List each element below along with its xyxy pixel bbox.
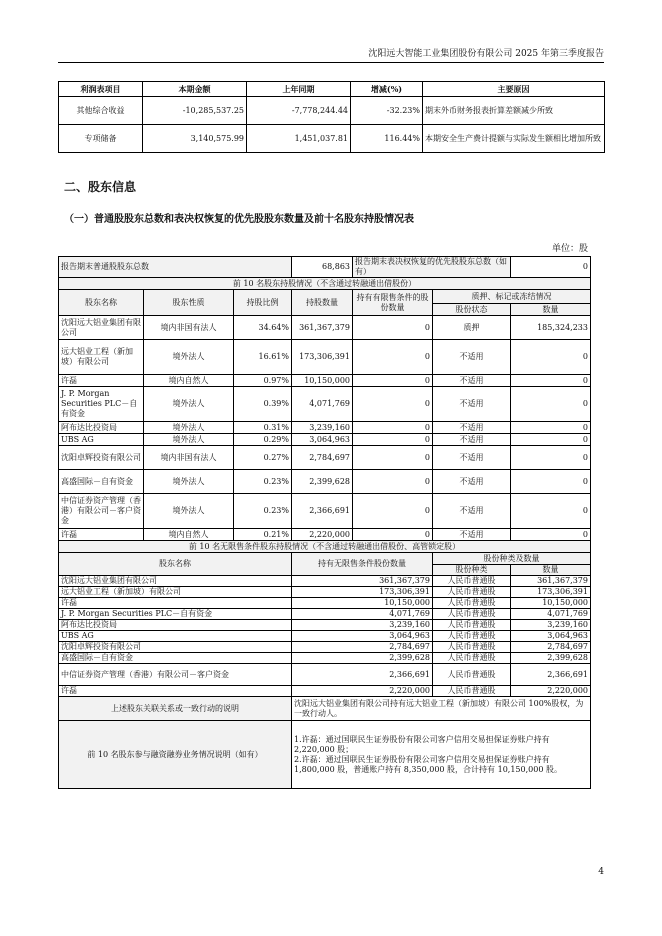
pledge-count: 0 <box>511 375 591 387</box>
shareholder-name: 高盛国际－自有资金 <box>59 470 144 494</box>
income-current: -10,285,537.25 <box>143 97 247 125</box>
shareholding-ratio: 0.23% <box>234 494 292 529</box>
unrestricted-qty: 10,150,000 <box>292 598 433 609</box>
share-count: 3,064,963 <box>511 631 591 642</box>
col-header-status: 股份状态 <box>433 304 511 316</box>
pledge-count: 0 <box>511 494 591 529</box>
income-item: 专项储备 <box>59 125 143 153</box>
share-kind: 人民币普通股 <box>433 576 511 587</box>
shareholding-ratio: 0.97% <box>234 375 292 387</box>
unrestricted-qty: 2,366,691 <box>292 664 433 686</box>
share-count: 173,306,391 <box>511 587 591 598</box>
shareholder-name: 许磊 <box>59 529 144 541</box>
shareholder-name: 阿布达比投资局 <box>59 422 144 434</box>
section-title: 二、股东信息 <box>64 180 137 194</box>
section-subtitle: （一）普通股股东总数和表决权恢复的优先股股东数量及前十名股东持股情况表 <box>64 214 414 225</box>
unrestricted-row <box>59 631 591 642</box>
unrestricted-title: 前 10 名无限售条件股东持股情况（不含通过转融通出借股份、高管锁定股） <box>59 541 591 553</box>
share-count: 10,150,000 <box>511 598 591 609</box>
relation-note-row <box>59 697 591 721</box>
income-reason: 本期安全生产费计提额与实际发生额相比增加所致 <box>423 125 605 153</box>
shareholder-row <box>59 529 591 541</box>
unrestricted-name: 沈阳卓辉投资有限公司 <box>59 642 292 653</box>
unrestricted-name: 远大铝业工程（新加坡）有限公司 <box>59 587 292 598</box>
pledge-status: 不适用 <box>433 529 511 541</box>
pledge-count: 0 <box>511 470 591 494</box>
preferred-holders-label: 报告期末表决权恢复的优先股股东总数（如有） <box>353 257 511 278</box>
col-header-name: 股东名称 <box>59 290 144 316</box>
shareholder-name: 中信证券资产管理（香港）有限公司－客户资金 <box>59 494 144 529</box>
shareholder-name: J. P. Morgan Securities PLC－自有资金 <box>59 387 144 422</box>
unrestricted-header-row <box>59 553 591 565</box>
share-count: 361,367,379 <box>511 576 591 587</box>
unrestricted-row <box>59 598 591 609</box>
share-count: 3,239,160 <box>511 620 591 631</box>
pledge-status: 质押 <box>433 316 511 340</box>
shareholder-name: 沈阳卓辉投资有限公司 <box>59 446 144 470</box>
restricted-qty: 0 <box>353 422 433 434</box>
total-holders-label: 报告期末普通股股东总数 <box>59 257 292 278</box>
restricted-qty: 0 <box>353 529 433 541</box>
shareholder-nature: 境内自然人 <box>144 375 234 387</box>
shareholder-nature: 境外法人 <box>144 434 234 446</box>
share-count: 4,071,769 <box>511 609 591 620</box>
restricted-qty: 0 <box>353 434 433 446</box>
shareholder-row <box>59 375 591 387</box>
shareholding-qty: 2,220,000 <box>292 529 353 541</box>
shareholder-nature: 境外法人 <box>144 494 234 529</box>
pledge-count: 0 <box>511 446 591 470</box>
col-header-restricted: 持有有限售条件的股份数量 <box>353 290 433 316</box>
restricted-qty: 0 <box>353 340 433 375</box>
col-header-nature: 股东性质 <box>144 290 234 316</box>
income-header: 增减(%) <box>351 82 423 97</box>
unrestricted-qty: 2,784,697 <box>292 642 433 653</box>
share-count: 2,366,691 <box>511 664 591 686</box>
pledge-status: 不适用 <box>433 340 511 375</box>
income-header: 上年同期 <box>247 82 351 97</box>
income-reason: 期末外币财务报表折算差额减少所致 <box>423 97 605 125</box>
unrestricted-row <box>59 609 591 620</box>
pledge-status: 不适用 <box>433 422 511 434</box>
share-count: 2,220,000 <box>511 686 591 697</box>
shareholder-row <box>59 434 591 446</box>
shareholder-row <box>59 446 591 470</box>
page-number: 4 <box>598 867 604 877</box>
unrestricted-title-row <box>59 541 591 553</box>
col-header-name: 股东名称 <box>59 553 292 576</box>
preferred-holders-value: 0 <box>511 257 591 278</box>
report-header-title: 沈阳远大智能工业集团股份有限公司 2025 年第三季度报告 <box>368 49 604 59</box>
shareholding-qty: 3,239,160 <box>292 422 353 434</box>
table-row <box>59 97 605 125</box>
shareholding-qty: 10,150,000 <box>292 375 353 387</box>
shareholder-nature: 境外法人 <box>144 340 234 375</box>
unrestricted-row <box>59 587 591 598</box>
unrestricted-qty: 2,220,000 <box>292 686 433 697</box>
summary-row <box>59 257 591 278</box>
share-kind: 人民币普通股 <box>433 653 511 664</box>
shareholder-name: 远大铝业工程（新加坡）有限公司 <box>59 340 144 375</box>
unrestricted-qty: 173,306,391 <box>292 587 433 598</box>
share-kind: 人民币普通股 <box>433 664 511 686</box>
unrestricted-row <box>59 642 591 653</box>
col-header-count: 数量 <box>511 565 591 576</box>
pledge-count: 0 <box>511 422 591 434</box>
restricted-qty: 0 <box>353 470 433 494</box>
col-header-kind: 股份种类 <box>433 565 511 576</box>
income-change: 116.44% <box>351 125 423 153</box>
share-kind: 人民币普通股 <box>433 620 511 631</box>
relation-note-label: 上述股东关联关系或一致行动的说明 <box>59 697 292 721</box>
col-header-pledge: 质押、标记或冻结情况 <box>433 290 591 304</box>
shareholding-ratio: 16.61% <box>234 340 292 375</box>
pledge-status: 不适用 <box>433 494 511 529</box>
table-row <box>59 125 605 153</box>
pledge-count: 185,324,233 <box>511 316 591 340</box>
unrestricted-name: 阿布达比投资局 <box>59 620 292 631</box>
shareholder-nature: 境外法人 <box>144 470 234 494</box>
pledge-status: 不适用 <box>433 434 511 446</box>
shareholder-name: 沈阳远大铝业集团有限公司 <box>59 316 144 340</box>
top10-title: 前 10 名股东持股情况（不含通过转融通出借股份） <box>59 278 591 290</box>
unrestricted-qty: 361,367,379 <box>292 576 433 587</box>
unrestricted-qty: 3,064,963 <box>292 631 433 642</box>
unrestricted-row <box>59 620 591 631</box>
margin-note-item: 1.许磊：通过国联民生证券股份有限公司客户信用交易担保证券账户持有 2,220,000 股； <box>294 734 550 754</box>
shareholder-row <box>59 340 591 375</box>
share-count: 2,399,628 <box>511 653 591 664</box>
shareholder-nature: 境外法人 <box>144 422 234 434</box>
restricted-qty: 0 <box>353 316 433 340</box>
shareholding-qty: 361,367,379 <box>292 316 353 340</box>
restricted-qty: 0 <box>353 387 433 422</box>
margin-note-label: 前 10 名股东参与融资融券业务情况说明（如有） <box>59 721 292 789</box>
unrestricted-qty: 4,071,769 <box>292 609 433 620</box>
shareholder-row <box>59 470 591 494</box>
header-divider <box>58 62 604 63</box>
margin-note-item: 2.许磊：通过国联民生证券股份有限公司客户信用交易担保证券账户持有 1,800,000 股，普通账户持有 8,350,000 股，合计持有 10,150,000 股。 <box>294 754 562 774</box>
unrestricted-qty: 3,239,160 <box>292 620 433 631</box>
pledge-count: 0 <box>511 529 591 541</box>
col-header-ratio: 持股比例 <box>234 290 292 316</box>
share-kind: 人民币普通股 <box>433 609 511 620</box>
unrestricted-name: 许磊 <box>59 686 292 697</box>
pledge-count: 0 <box>511 434 591 446</box>
restricted-qty: 0 <box>353 375 433 387</box>
margin-note-text <box>292 721 591 789</box>
income-items-table <box>58 81 605 153</box>
share-kind: 人民币普通股 <box>433 642 511 653</box>
col-header-count: 数量 <box>511 304 591 316</box>
total-holders-value: 68,863 <box>292 257 353 278</box>
shareholder-row <box>59 494 591 529</box>
unrestricted-qty: 2,399,628 <box>292 653 433 664</box>
shareholding-ratio: 0.23% <box>234 470 292 494</box>
pledge-count: 0 <box>511 387 591 422</box>
shareholding-ratio: 0.31% <box>234 422 292 434</box>
shareholder-nature: 境内非国有法人 <box>144 316 234 340</box>
pledge-status: 不适用 <box>433 470 511 494</box>
restricted-qty: 0 <box>353 446 433 470</box>
income-header: 本期金额 <box>143 82 247 97</box>
relation-note-text: 沈阳远大铝业集团有限公司持有远大铝业工程（新加坡）有限公司 100%股权，为一致行动人。 <box>292 697 591 721</box>
shareholder-nature: 境外法人 <box>144 387 234 422</box>
pledge-status: 不适用 <box>433 375 511 387</box>
shareholding-ratio: 0.39% <box>234 387 292 422</box>
unrestricted-name: 中信证券资产管理（香港）有限公司－客户资金 <box>59 664 292 686</box>
restricted-qty: 0 <box>353 494 433 529</box>
shareholder-nature: 境内非国有法人 <box>144 446 234 470</box>
unrestricted-name: J. P. Morgan Securities PLC－自有资金 <box>59 609 292 620</box>
unrestricted-name: 沈阳远大铝业集团有限公司 <box>59 576 292 587</box>
shareholding-ratio: 0.29% <box>234 434 292 446</box>
income-item: 其他综合收益 <box>59 97 143 125</box>
income-current: 3,140,575.99 <box>143 125 247 153</box>
share-kind: 人民币普通股 <box>433 598 511 609</box>
shareholding-qty: 2,784,697 <box>292 446 353 470</box>
margin-note-row <box>59 721 591 789</box>
col-header-share-type: 股份种类及数量 <box>433 553 591 565</box>
unrestricted-row <box>59 653 591 664</box>
col-header-unrestricted-qty: 持有无限售条件股份数量 <box>292 553 433 576</box>
shareholder-nature: 境内自然人 <box>144 529 234 541</box>
unrestricted-row <box>59 686 591 697</box>
income-header: 主要原因 <box>423 82 605 97</box>
shareholding-ratio: 0.21% <box>234 529 292 541</box>
shareholder-row <box>59 316 591 340</box>
share-kind: 人民币普通股 <box>433 631 511 642</box>
col-header-qty: 持股数量 <box>292 290 353 316</box>
income-prior: 1,451,037.81 <box>247 125 351 153</box>
shareholding-ratio: 0.27% <box>234 446 292 470</box>
unrestricted-name: 高盛国际－自有资金 <box>59 653 292 664</box>
shareholding-qty: 3,064,963 <box>292 434 353 446</box>
unrestricted-name: 许磊 <box>59 598 292 609</box>
shareholder-row <box>59 387 591 422</box>
income-prior: -7,778,244.44 <box>247 97 351 125</box>
shareholder-row <box>59 422 591 434</box>
unit-label: 单位：股 <box>551 244 588 254</box>
share-kind: 人民币普通股 <box>433 686 511 697</box>
share-kind: 人民币普通股 <box>433 587 511 598</box>
shareholding-qty: 4,071,769 <box>292 387 353 422</box>
income-change: -32.23% <box>351 97 423 125</box>
shareholding-qty: 2,366,691 <box>292 494 353 529</box>
shareholders-table <box>58 256 591 789</box>
pledge-status: 不适用 <box>433 446 511 470</box>
shareholding-qty: 2,399,628 <box>292 470 353 494</box>
share-count: 2,784,697 <box>511 642 591 653</box>
unrestricted-row <box>59 576 591 587</box>
income-header: 利润表项目 <box>59 82 143 97</box>
shareholder-name: 许磊 <box>59 375 144 387</box>
pledge-count: 0 <box>511 340 591 375</box>
pledge-status: 不适用 <box>433 387 511 422</box>
shareholding-ratio: 34.64% <box>234 316 292 340</box>
shareholder-name: UBS AG <box>59 434 144 446</box>
shareholding-qty: 173,306,391 <box>292 340 353 375</box>
unrestricted-name: UBS AG <box>59 631 292 642</box>
unrestricted-row <box>59 664 591 686</box>
